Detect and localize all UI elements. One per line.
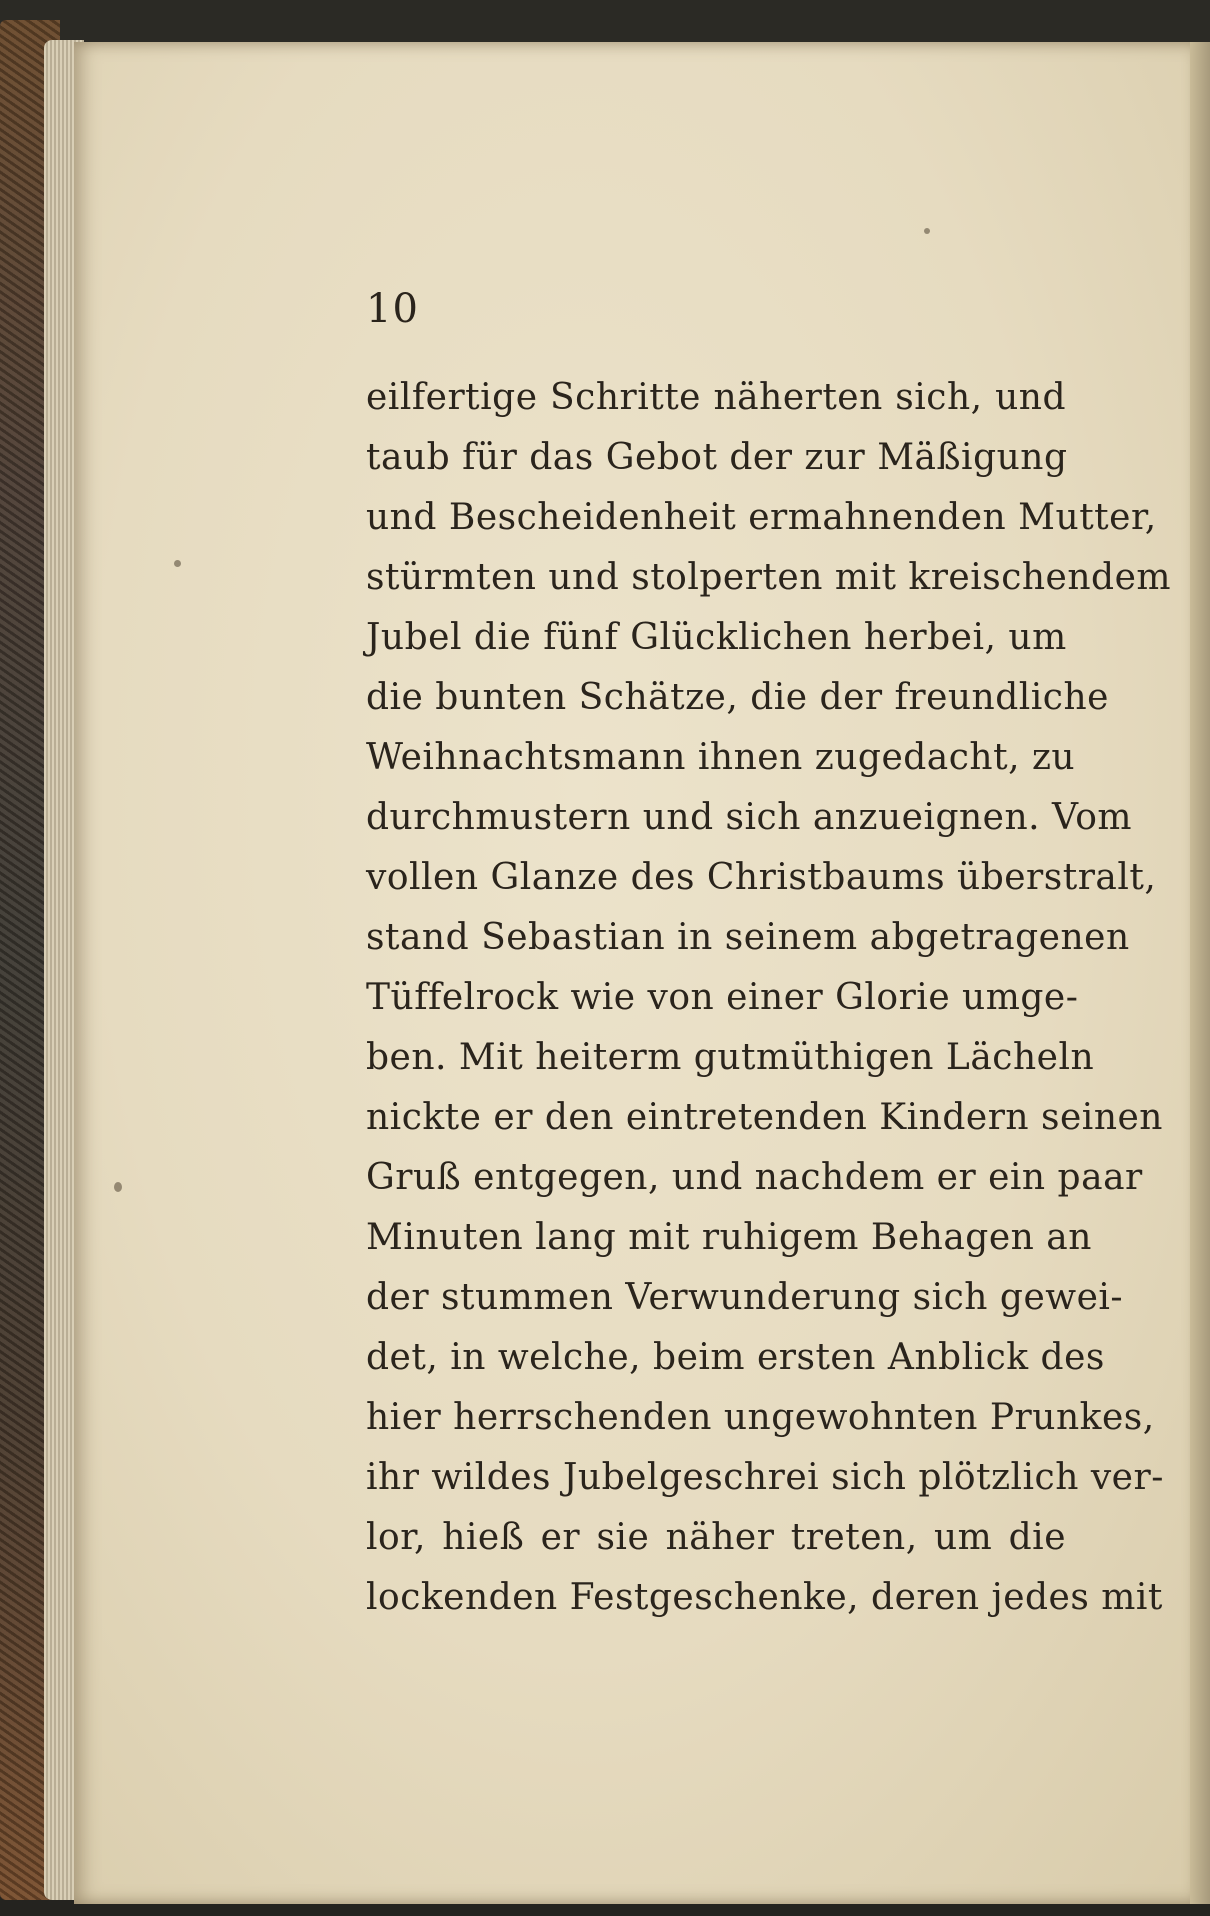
text-line: lockenden Festgeschenke, deren jedes mit [366,1577,1163,1618]
page-right-edge [1190,42,1210,1904]
text-line: lor, hieß er sie näher treten, um die [366,1517,1066,1558]
body-text [366,368,1172,1628]
text-line: Minuten lang mit ruhigem Behagen an [366,1217,1092,1258]
text-line: nickte er den eintretenden Kindern seinen [366,1097,1163,1138]
text-line: Jubel die fünf Glücklichen herbei, um [366,617,1067,658]
text-line: stürmten und stolperten mit kreischendem [366,557,1172,598]
text-line: det, in welche, beim ersten Anblick des [366,1337,1105,1378]
page-number: 10 [366,286,419,332]
text-line: und Bescheidenheit ermahnenden Mutter, [366,497,1157,538]
text-line: durchmustern und sich anzueignen. Vom [366,797,1133,838]
paper-speck [114,1182,122,1192]
text-line: Weihnachtsmann ihnen zugedacht, zu [366,737,1076,778]
text-line: vollen Glanze des Christbaums überstralt, [366,857,1157,898]
text-line: Gruß entgegen, und nachdem er ein paar [366,1157,1143,1198]
text-line: Tüffelrock wie von einer Glorie umge- [366,977,1079,1018]
paper-speck [924,228,930,234]
text-line: taub für das Gebot der zur Mäßigung [366,437,1068,478]
paper-speck [174,560,181,567]
text-line: eilfertige Schritte näherten sich, und [366,377,1066,418]
text-line: ihr wildes Jubelgeschrei sich plötzlich ver- [366,1457,1164,1498]
text-line: der stummen Verwunderung sich gewei- [366,1277,1124,1318]
text-line: hier herrschenden ungewohnten Prunkes, [366,1397,1155,1438]
text-line: die bunten Schätze, die der freundliche [366,677,1109,718]
text-line: ben. Mit heiterm gutmüthigen Lächeln [366,1037,1095,1078]
text-line: stand Sebastian in seinem abgetragenen [366,917,1130,958]
